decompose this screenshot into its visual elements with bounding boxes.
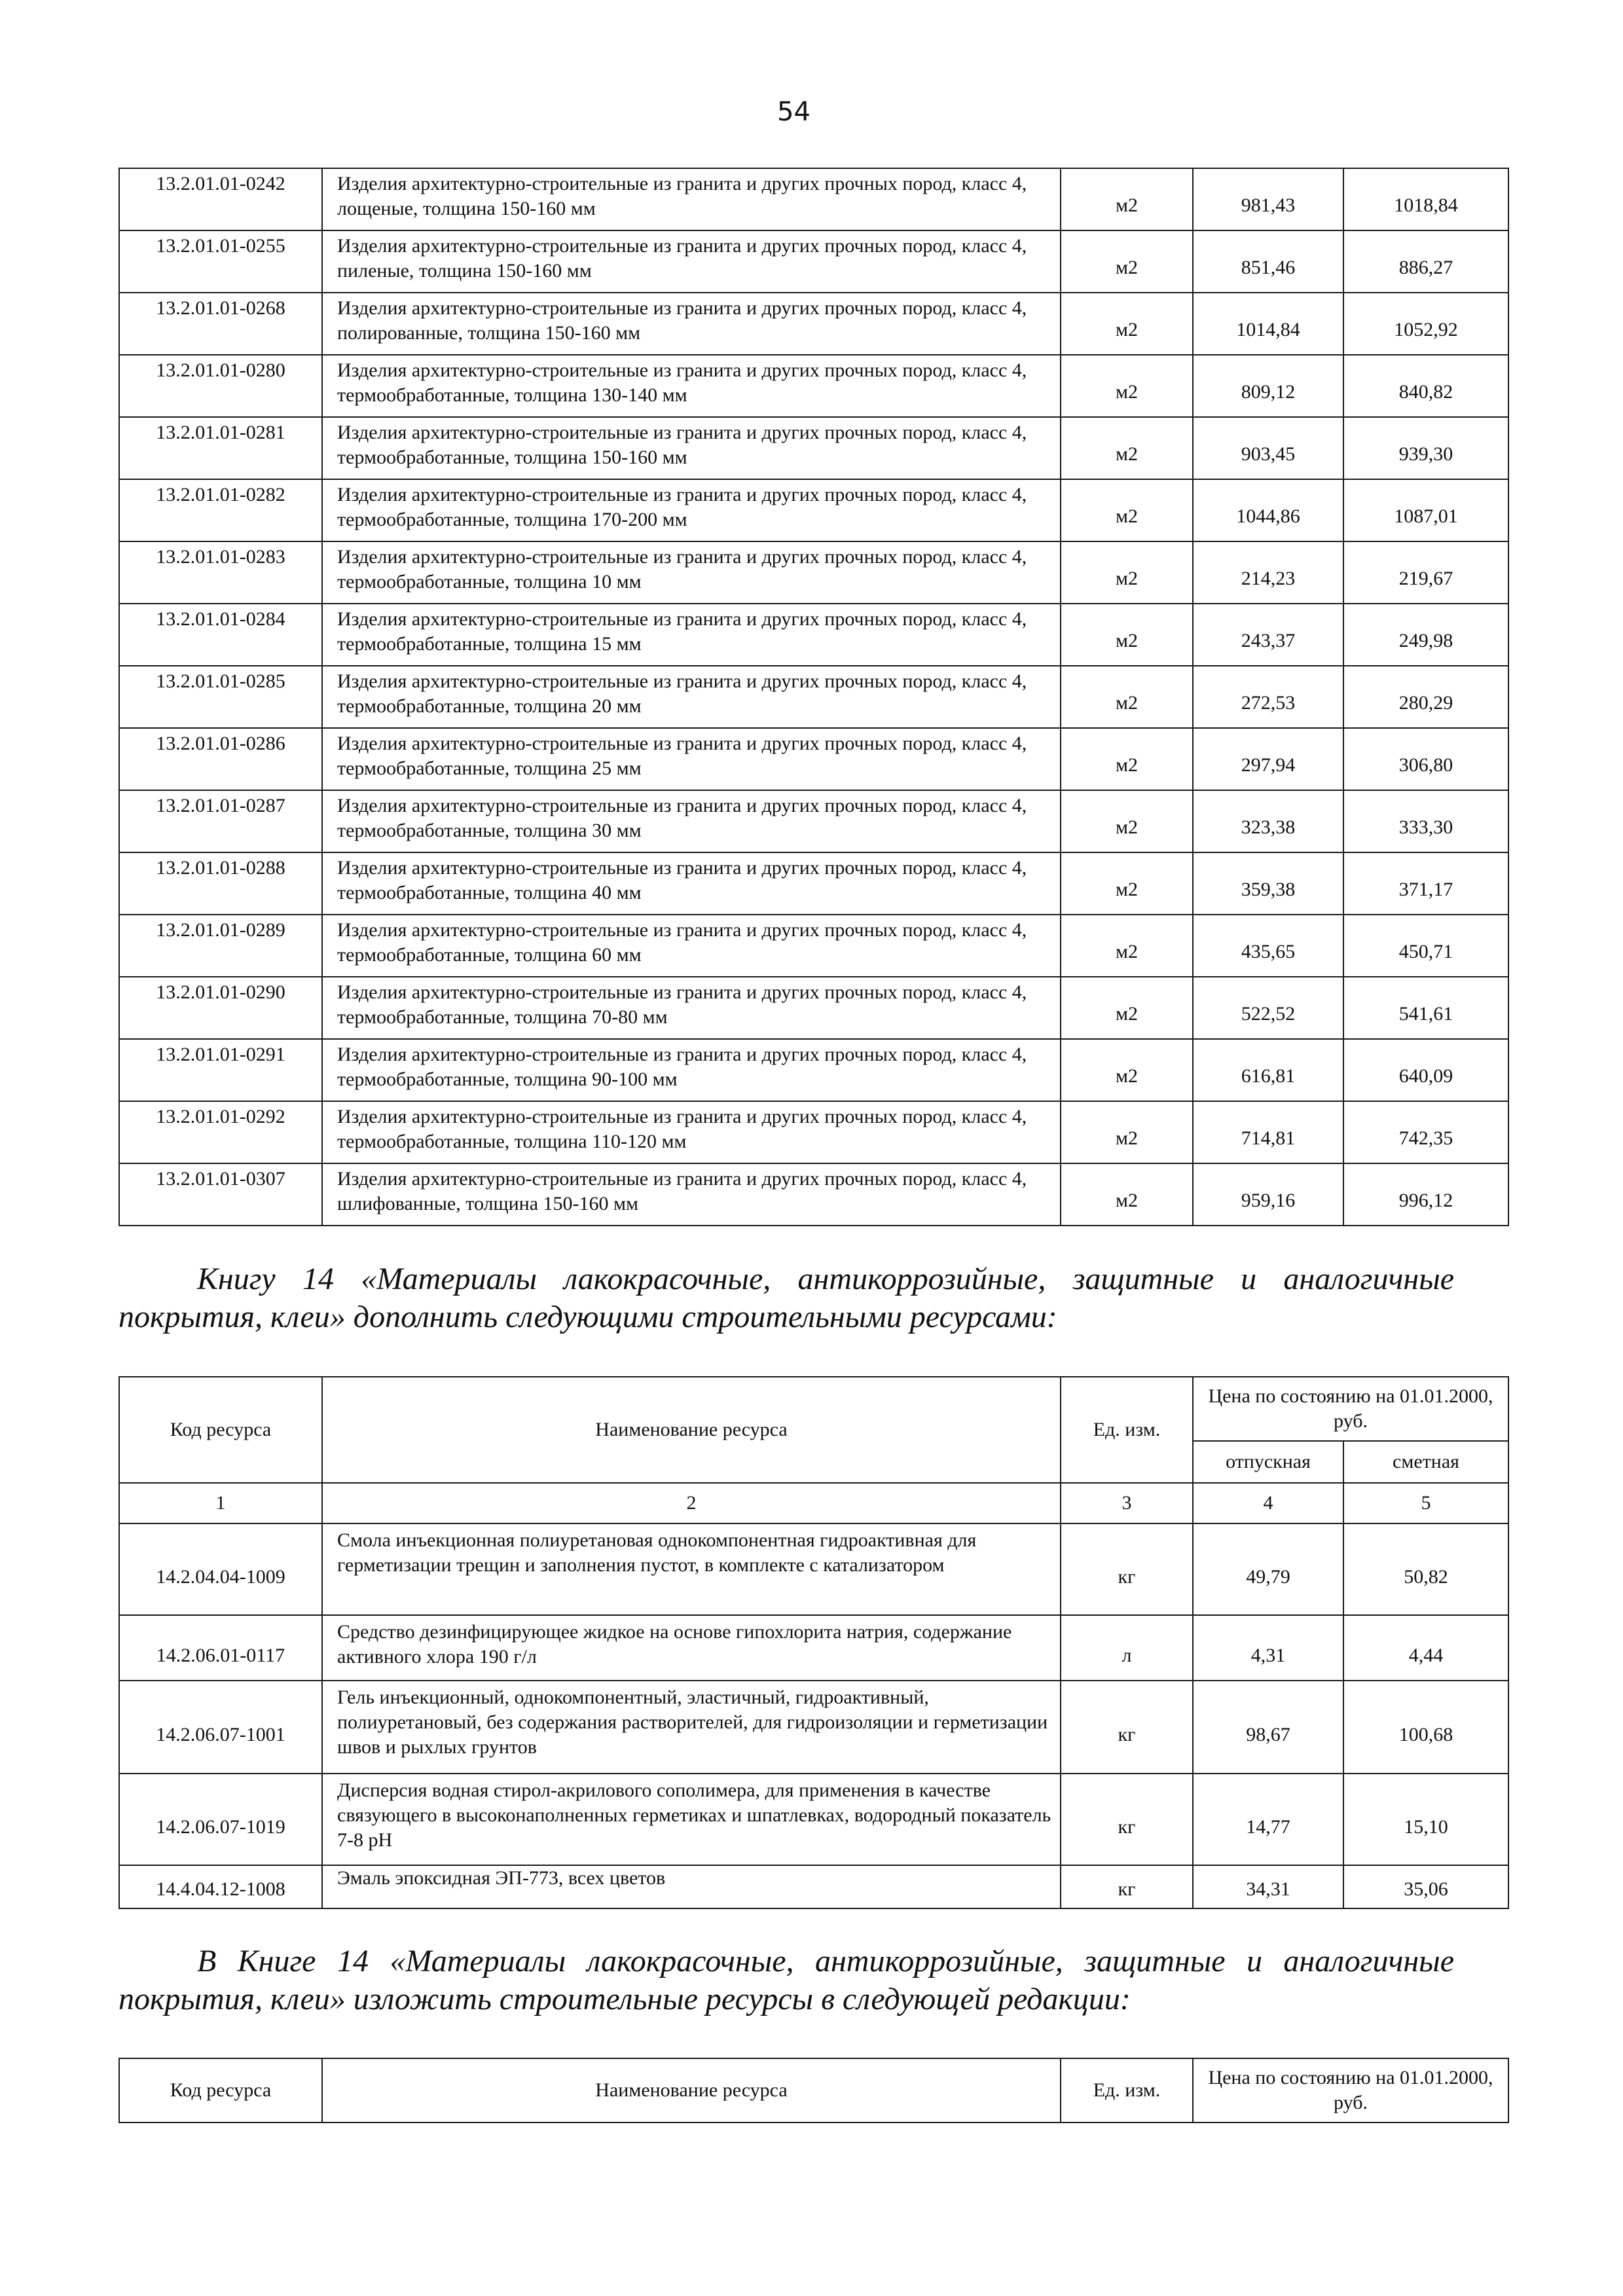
header-resource-code: Код ресурса [119,1377,322,1483]
resource-code-cell: 14.2.04.04-1009 [119,1523,322,1615]
table-row [119,1163,1508,1226]
table-row [119,728,1508,790]
price-estimate-cell: 1052,92 [1343,293,1508,355]
page-number: 54 [777,97,811,127]
resource-name-cell: Изделия архитектурно-строительные из гранита и других прочных пород, класс 4, термообработанные, толщина 20 мм [322,666,1061,728]
price-estimate-cell: 541,61 [1343,977,1508,1039]
price-release-cell: 98,67 [1193,1681,1343,1774]
resource-table-book-14-edits [119,2058,1509,2123]
unit-cell: м2 [1061,915,1193,977]
resource-name-cell: Гель инъекционный, однокомпонентный, эластичный, гидроактивный, полиуретановый, без содержания растворителей, для гидроизоляции и герметизации швов и рыхлых грунтов [322,1681,1061,1774]
table-row [119,230,1508,293]
paragraph-edit-resources: В Книге 14 «Материалы лакокрасочные, антикоррозийные, защитные и аналогичные покрытия, клеи» изложить строительные ресурсы в следующей редакции: [119,1944,1454,2016]
price-estimate-cell: 1018,84 [1343,168,1508,230]
resource-table-book-13 [119,168,1509,1226]
table-row [119,666,1508,728]
header-price-estimate: сметная [1343,1441,1508,1483]
unit-cell: м2 [1061,541,1193,604]
resource-name-cell: Изделия архитектурно-строительные из гранита и других прочных пород, класс 4, шлифованные, толщина 150-160 мм [322,1163,1061,1226]
resource-name-cell: Изделия архитектурно-строительные из гранита и других прочных пород, класс 4, лощеные, толщина 150-160 мм [322,168,1061,230]
unit-cell: м2 [1061,728,1193,790]
price-estimate-cell: 996,12 [1343,1163,1508,1226]
table-header-row [119,2058,1508,2123]
resource-code-cell: 13.2.01.01-0280 [119,355,322,417]
price-estimate-cell: 1087,01 [1343,479,1508,541]
unit-cell: м2 [1061,293,1193,355]
unit-cell: м2 [1061,790,1193,852]
price-release-cell: 272,53 [1193,666,1343,728]
price-release-cell: 359,38 [1193,852,1343,915]
resource-code-cell: 13.2.01.01-0286 [119,728,322,790]
price-estimate-cell: 450,71 [1343,915,1508,977]
table-row [119,1865,1508,1908]
unit-cell: м2 [1061,666,1193,728]
column-number: 5 [1343,1483,1508,1523]
price-estimate-cell: 371,17 [1343,852,1508,915]
price-release-cell: 243,37 [1193,604,1343,666]
column-number: 1 [119,1483,322,1523]
resource-code-cell: 13.2.01.01-0288 [119,852,322,915]
unit-cell: м2 [1061,852,1193,915]
table-row [119,977,1508,1039]
price-estimate-cell: 840,82 [1343,355,1508,417]
price-release-cell: 14,77 [1193,1774,1343,1865]
resource-code-cell: 13.2.01.01-0255 [119,230,322,293]
unit-cell: м2 [1061,604,1193,666]
unit-cell: кг [1061,1774,1193,1865]
header-price-group: Цена по состоянию на 01.01.2000, руб. [1193,1377,1508,1441]
price-estimate-cell: 306,80 [1343,728,1508,790]
resource-name-cell: Изделия архитектурно-строительные из гранита и других прочных пород, класс 4, пиленые, толщина 150-160 мм [322,230,1061,293]
price-release-cell: 1014,84 [1193,293,1343,355]
price-estimate-cell: 640,09 [1343,1039,1508,1101]
resource-name-cell: Изделия архитектурно-строительные из гранита и других прочных пород, класс 4, термообработанные, толщина 150-160 мм [322,417,1061,479]
table-row [119,293,1508,355]
column-number-row [119,1483,1508,1523]
resource-code-cell: 14.2.06.07-1019 [119,1774,322,1865]
price-release-cell: 49,79 [1193,1523,1343,1615]
price-release-cell: 435,65 [1193,915,1343,977]
price-release-cell: 981,43 [1193,168,1343,230]
unit-cell: м2 [1061,1101,1193,1163]
price-release-cell: 714,81 [1193,1101,1343,1163]
price-release-cell: 959,16 [1193,1163,1343,1226]
unit-cell: м2 [1061,230,1193,293]
price-release-cell: 903,45 [1193,417,1343,479]
unit-cell: м2 [1061,417,1193,479]
resource-code-cell: 14.2.06.01-0117 [119,1615,322,1681]
header-price-release: отпускная [1193,1441,1343,1483]
resource-name-cell: Средство дезинфицирующее жидкое на основе гипохлорита натрия, содержание активного хлора 190 г/л [322,1615,1061,1681]
price-estimate-cell: 886,27 [1343,230,1508,293]
header-price-group: Цена по состоянию на 01.01.2000, руб. [1193,2058,1508,2123]
price-estimate-cell: 4,44 [1343,1615,1508,1681]
price-estimate-cell: 742,35 [1343,1101,1508,1163]
resource-table-book-14-additions [119,1376,1509,1909]
resource-code-cell: 13.2.01.01-0281 [119,417,322,479]
resource-name-cell: Изделия архитектурно-строительные из гранита и других прочных пород, класс 4, термообработанные, толщина 110-120 мм [322,1101,1061,1163]
price-estimate-cell: 100,68 [1343,1681,1508,1774]
resource-name-cell: Изделия архитектурно-строительные из гранита и других прочных пород, класс 4, термообработанные, толщина 15 мм [322,604,1061,666]
resource-code-cell: 13.2.01.01-0289 [119,915,322,977]
resource-name-cell: Изделия архитектурно-строительные из гранита и других прочных пород, класс 4, термообработанные, толщина 130-140 мм [322,355,1061,417]
table-row [119,1681,1508,1774]
resource-code-cell: 14.2.06.07-1001 [119,1681,322,1774]
price-release-cell: 323,38 [1193,790,1343,852]
table-row [119,479,1508,541]
price-estimate-cell: 280,29 [1343,666,1508,728]
unit-cell: кг [1061,1523,1193,1615]
resource-name-cell: Изделия архитектурно-строительные из гранита и других прочных пород, класс 4, термообработанные, толщина 30 мм [322,790,1061,852]
resource-name-cell: Смола инъекционная полиуретановая однокомпонентная гидроактивная для герметизации трещин и заполнения пустот, в комплекте с катализатором [322,1523,1061,1615]
price-release-cell: 616,81 [1193,1039,1343,1101]
unit-cell: м2 [1061,1039,1193,1101]
header-resource-code: Код ресурса [119,2058,322,2123]
resource-name-cell: Изделия архитектурно-строительные из гранита и других прочных пород, класс 4, полированные, толщина 150-160 мм [322,293,1061,355]
table-header-row [119,1377,1508,1441]
resource-code-cell: 13.2.01.01-0291 [119,1039,322,1101]
column-number: 2 [322,1483,1061,1523]
column-number: 3 [1061,1483,1193,1523]
price-release-cell: 34,31 [1193,1865,1343,1908]
price-release-cell: 4,31 [1193,1615,1343,1681]
resource-code-cell: 13.2.01.01-0285 [119,666,322,728]
unit-cell: м2 [1061,479,1193,541]
resource-name-cell: Эмаль эпоксидная ЭП-773, всех цветов [322,1865,1061,1908]
header-resource-name: Наименование ресурса [322,2058,1061,2123]
price-estimate-cell: 219,67 [1343,541,1508,604]
resource-name-cell: Изделия архитектурно-строительные из гранита и других прочных пород, класс 4, термообработанные, толщина 25 мм [322,728,1061,790]
price-estimate-cell: 15,10 [1343,1774,1508,1865]
unit-cell: л [1061,1615,1193,1681]
unit-cell: м2 [1061,355,1193,417]
unit-cell: м2 [1061,1163,1193,1226]
table-row [119,1774,1508,1865]
table-row [119,1039,1508,1101]
resource-name-cell: Изделия архитектурно-строительные из гранита и других прочных пород, класс 4, термообработанные, толщина 90-100 мм [322,1039,1061,1101]
table-row [119,168,1508,230]
resource-table-book-14-body [119,1523,1508,1908]
resource-code-cell: 13.2.01.01-0290 [119,977,322,1039]
price-release-cell: 214,23 [1193,541,1343,604]
unit-cell: кг [1061,1681,1193,1774]
resource-code-cell: 13.2.01.01-0268 [119,293,322,355]
price-estimate-cell: 939,30 [1343,417,1508,479]
table-row [119,1523,1508,1615]
resource-name-cell: Изделия архитектурно-строительные из гранита и других прочных пород, класс 4, термообработанные, толщина 70-80 мм [322,977,1061,1039]
header-resource-name: Наименование ресурса [322,1377,1061,1483]
resource-name-cell: Изделия архитектурно-строительные из гранита и других прочных пород, класс 4, термообработанные, толщина 60 мм [322,915,1061,977]
table-row [119,852,1508,915]
price-estimate-cell: 249,98 [1343,604,1508,666]
price-estimate-cell: 50,82 [1343,1523,1508,1615]
resource-code-cell: 13.2.01.01-0307 [119,1163,322,1226]
resource-name-cell: Дисперсия водная стирол-акрилового сополимера, для применения в качестве связующего в высоконаполненных герметиках и шпатлевках, водородный показатель 7-8 pH [322,1774,1061,1865]
header-unit: Ед. изм. [1061,2058,1193,2123]
resource-name-cell: Изделия архитектурно-строительные из гранита и других прочных пород, класс 4, термообработанные, толщина 10 мм [322,541,1061,604]
header-unit: Ед. изм. [1061,1377,1193,1483]
unit-cell: м2 [1061,977,1193,1039]
resource-name-cell: Изделия архитектурно-строительные из гранита и других прочных пород, класс 4, термообработанные, толщина 40 мм [322,852,1061,915]
resource-code-cell: 13.2.01.01-0284 [119,604,322,666]
table-row [119,417,1508,479]
price-release-cell: 297,94 [1193,728,1343,790]
resource-code-cell: 14.4.04.12-1008 [119,1865,322,1908]
unit-cell: м2 [1061,168,1193,230]
price-release-cell: 851,46 [1193,230,1343,293]
resource-code-cell: 13.2.01.01-0292 [119,1101,322,1163]
table-row [119,355,1508,417]
price-estimate-cell: 35,06 [1343,1865,1508,1908]
resource-code-cell: 13.2.01.01-0282 [119,479,322,541]
price-release-cell: 1044,86 [1193,479,1343,541]
table-row [119,541,1508,604]
price-estimate-cell: 333,30 [1343,790,1508,852]
table-row [119,790,1508,852]
price-release-cell: 522,52 [1193,977,1343,1039]
table-row [119,1101,1508,1163]
resource-code-cell: 13.2.01.01-0287 [119,790,322,852]
column-number: 4 [1193,1483,1343,1523]
table-row [119,1615,1508,1681]
resource-table-book-13-body [119,168,1508,1226]
resource-code-cell: 13.2.01.01-0283 [119,541,322,604]
resource-code-cell: 13.2.01.01-0242 [119,168,322,230]
resource-name-cell: Изделия архитектурно-строительные из гранита и других прочных пород, класс 4, термообработанные, толщина 170-200 мм [322,479,1061,541]
paragraph-add-resources: Книгу 14 «Материалы лакокрасочные, антикоррозийные, защитные и аналогичные покрытия, клеи» дополнить следующими строительными ресурсами: [119,1262,1454,1334]
table-row [119,604,1508,666]
table-row [119,915,1508,977]
unit-cell: кг [1061,1865,1193,1908]
price-release-cell: 809,12 [1193,355,1343,417]
